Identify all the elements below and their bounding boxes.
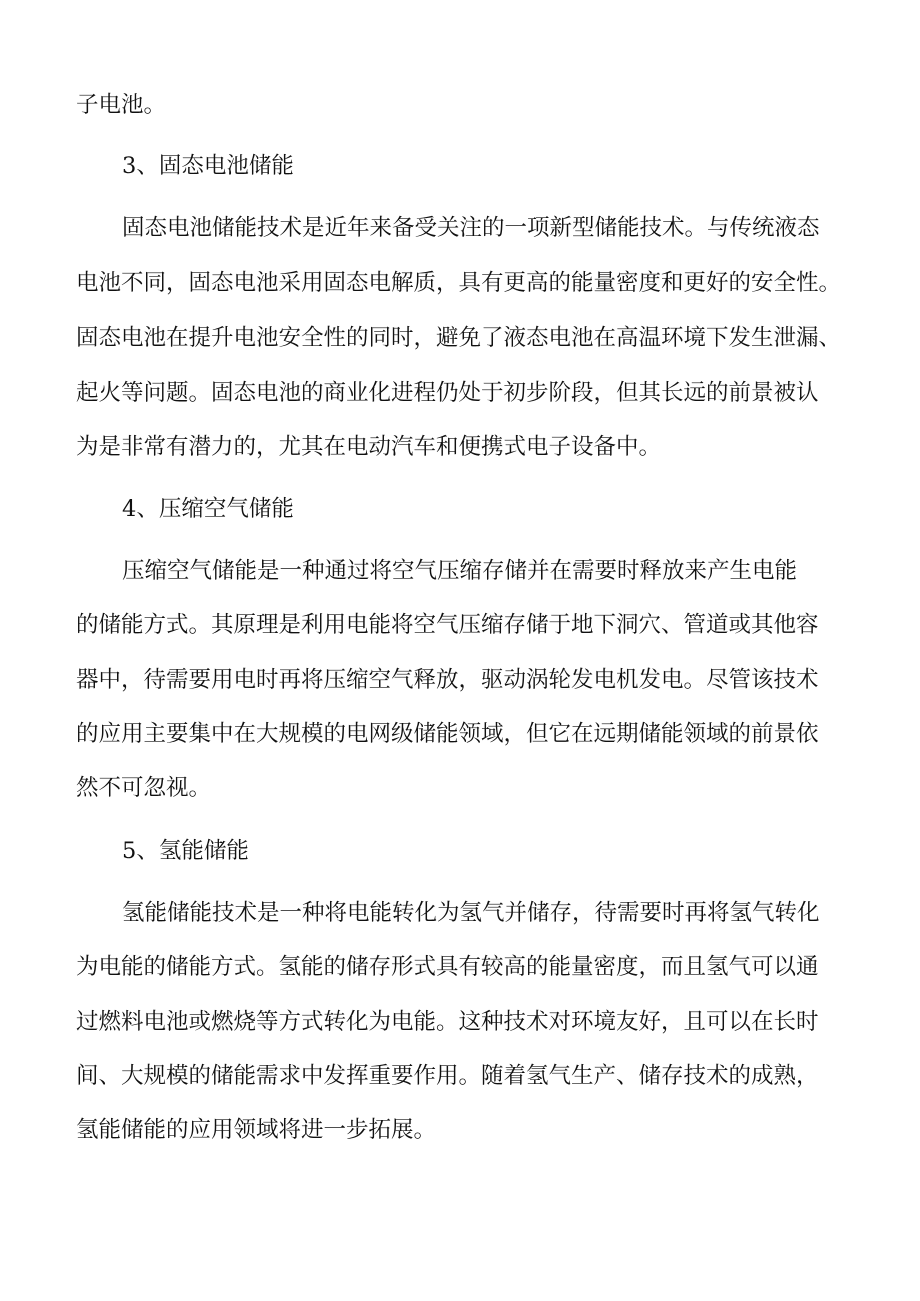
paragraph-line: 然不可忽视。 bbox=[76, 775, 212, 801]
paragraph-line: 电池不同，固态电池采用固态电解质，具有更高的能量密度和更好的安全性。 bbox=[76, 270, 842, 296]
section-heading-hydrogen: 5、氢能储能 bbox=[122, 838, 249, 864]
section-heading-compressed-air: 4、压缩空气储能 bbox=[122, 496, 294, 522]
paragraph-line: 间、大规模的储能需求中发挥重要作用。随着氢气生产、储存技术的成熟， bbox=[76, 1063, 819, 1089]
paragraph-line: 的应用主要集中在大规模的电网级储能领域，但它在远期储能领域的前景依 bbox=[76, 721, 819, 747]
paragraph-line: 固态电池在提升电池安全性的同时，避免了液态电池在高温环境下发生泄漏、 bbox=[76, 325, 842, 351]
paragraph-line: 起火等问题。固态电池的商业化进程仍处于初步阶段，但其长远的前景被认 bbox=[76, 380, 819, 406]
paragraph-line: 为电能的储能方式。氢能的储存形式具有较高的能量密度，而且氢气可以通 bbox=[76, 954, 819, 980]
paragraph-line: 器中，待需要用电时再将压缩空气释放，驱动涡轮发电机发电。尽管该技术 bbox=[76, 667, 819, 693]
section-heading-solid-state: 3、固态电池储能 bbox=[122, 153, 294, 179]
paragraph-line: 压缩空气储能是一种通过将空气压缩存储并在需要时释放来产生电能 bbox=[122, 558, 798, 584]
paragraph-line: 为是非常有潜力的，尤其在电动汽车和便携式电子设备中。 bbox=[76, 434, 662, 460]
paragraph-line: 氢能储能技术是一种将电能转化为氢气并储存，待需要时再将氢气转化 bbox=[122, 900, 820, 926]
paragraph-line: 子电池。 bbox=[76, 92, 167, 118]
paragraph-line: 过燃料电池或燃烧等方式转化为电能。这种技术对环境友好，且可以在长时 bbox=[76, 1009, 819, 1035]
paragraph-line: 氢能储能的应用领域将进一步拓展。 bbox=[76, 1117, 437, 1143]
paragraph-line: 的储能方式。其原理是利用电能将空气压缩存储于地下洞穴、管道或其他容 bbox=[76, 612, 819, 638]
paragraph-line: 固态电池储能技术是近年来备受关注的一项新型储能技术。与传统液态 bbox=[122, 215, 820, 241]
